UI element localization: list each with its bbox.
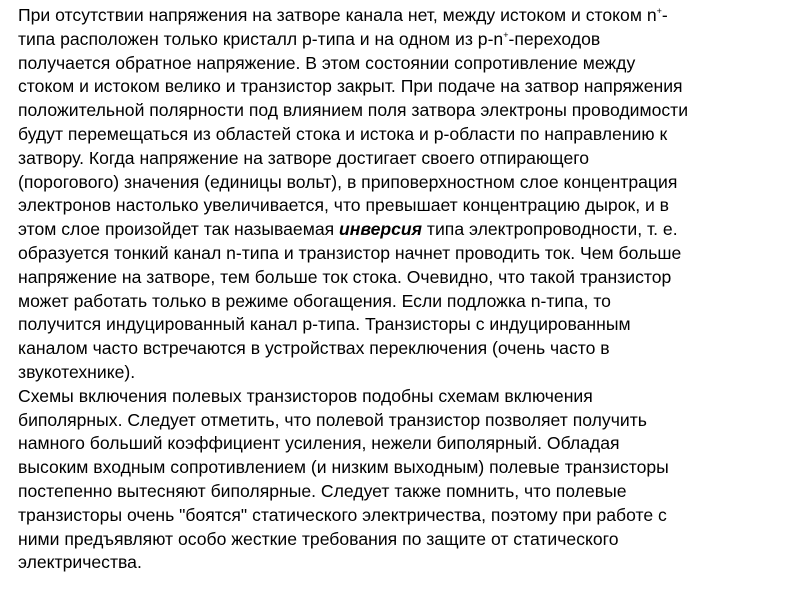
- text-run: затвору. Когда напряжение на затворе достигает своего отпирающего: [18, 147, 590, 168]
- text-run: получится индуцированный канал p-типа. Транзисторы с индуцированным: [18, 314, 631, 335]
- text-run: высоким входным сопротивлением (и низким выходным) полевые транзисторы: [18, 457, 669, 478]
- text-line: [18, 432, 782, 456]
- text-line: [18, 337, 782, 361]
- text-run: звукотехнике).: [18, 361, 136, 382]
- text-run: типа расположен только кристалл p-типа и на одном из p-n: [18, 28, 504, 49]
- text-run: Схемы включения полевых транзисторов подобны схемам включения: [18, 385, 593, 406]
- text-run: каналом часто встречаются в устройствах переключения (очень часто в: [18, 338, 610, 359]
- text-line: [18, 290, 782, 314]
- text-line: [18, 504, 782, 528]
- text-run: получается обратное напряжение. В этом состоянии сопротивление между: [18, 52, 636, 73]
- text-run: постепенно вытесняют биполярные. Следует также помнить, что полевые: [18, 480, 627, 501]
- text-line: [18, 409, 782, 433]
- text-run: этом слое произойдет так называемая: [18, 219, 340, 240]
- text-line: [18, 361, 782, 385]
- superscript: +: [656, 6, 662, 16]
- document-text: [18, 4, 782, 575]
- text-run: -: [661, 5, 668, 25]
- text-run: типа электропроводности, т. е.: [422, 219, 678, 240]
- text-run: напряжение на затворе, тем больше ток стока. Очевидно, что такой транзистор: [18, 266, 672, 287]
- paragraph: [18, 4, 782, 385]
- text-run: электричества.: [18, 552, 142, 573]
- text-line: [18, 242, 782, 266]
- text-line: [18, 99, 782, 123]
- text-run: электронов настолько увеличивается, что превышает концентрацию дырок, и в: [18, 195, 670, 216]
- text-line: [18, 385, 782, 409]
- text-line: [18, 480, 782, 504]
- superscript: +: [503, 29, 509, 40]
- text-run: транзисторы очень "боятся" статического электричества, поэтому при работе с: [18, 504, 667, 525]
- text-run: ними предъявляют особо жесткие требования по защите от статического: [18, 528, 619, 549]
- text-line: [18, 123, 782, 147]
- text-line: [18, 528, 782, 552]
- text-line: [18, 313, 782, 337]
- text-run: стоком и истоком велико и транзистор закрыт. При подаче на затвор напряжения: [18, 76, 683, 97]
- paragraph: [18, 385, 782, 575]
- text-run: положительной полярности под влиянием поля затвора электроны проводимости: [18, 100, 689, 121]
- text-run: может работать только в режиме обогащения. Если подложка n-типа, то: [18, 290, 611, 311]
- text-run: образуется тонкий канал n-типа и транзистор начнет проводить ток. Чем больше: [18, 242, 682, 263]
- text-line: [18, 551, 782, 575]
- text-line: [18, 147, 782, 171]
- text-run: (порогового) значения (единицы вольт), в приповерхностном слое концентрация: [18, 171, 678, 192]
- text-line: [18, 194, 782, 218]
- emphasized-term: инверсия: [339, 219, 423, 240]
- text-line: [18, 75, 782, 99]
- text-line: [18, 52, 782, 76]
- text-line: [18, 456, 782, 480]
- text-run: -переходов: [508, 28, 601, 49]
- text-line: [18, 266, 782, 290]
- text-line: [18, 28, 782, 52]
- text-line: [18, 171, 782, 195]
- text-run: биполярных. Следует отметить, что полевой транзистор позволяет получить: [18, 409, 647, 430]
- text-run: намного больший коэффициент усиления, нежели биполярный. Обладая: [18, 433, 620, 454]
- text-run: будут перемещаться из областей стока и истока и p-области по направлению к: [18, 123, 668, 144]
- text-line: [18, 4, 782, 28]
- text-line: [18, 218, 782, 242]
- text-run: При отсутствии напряжения на затворе канала нет, между истоком и стоком n: [18, 5, 657, 25]
